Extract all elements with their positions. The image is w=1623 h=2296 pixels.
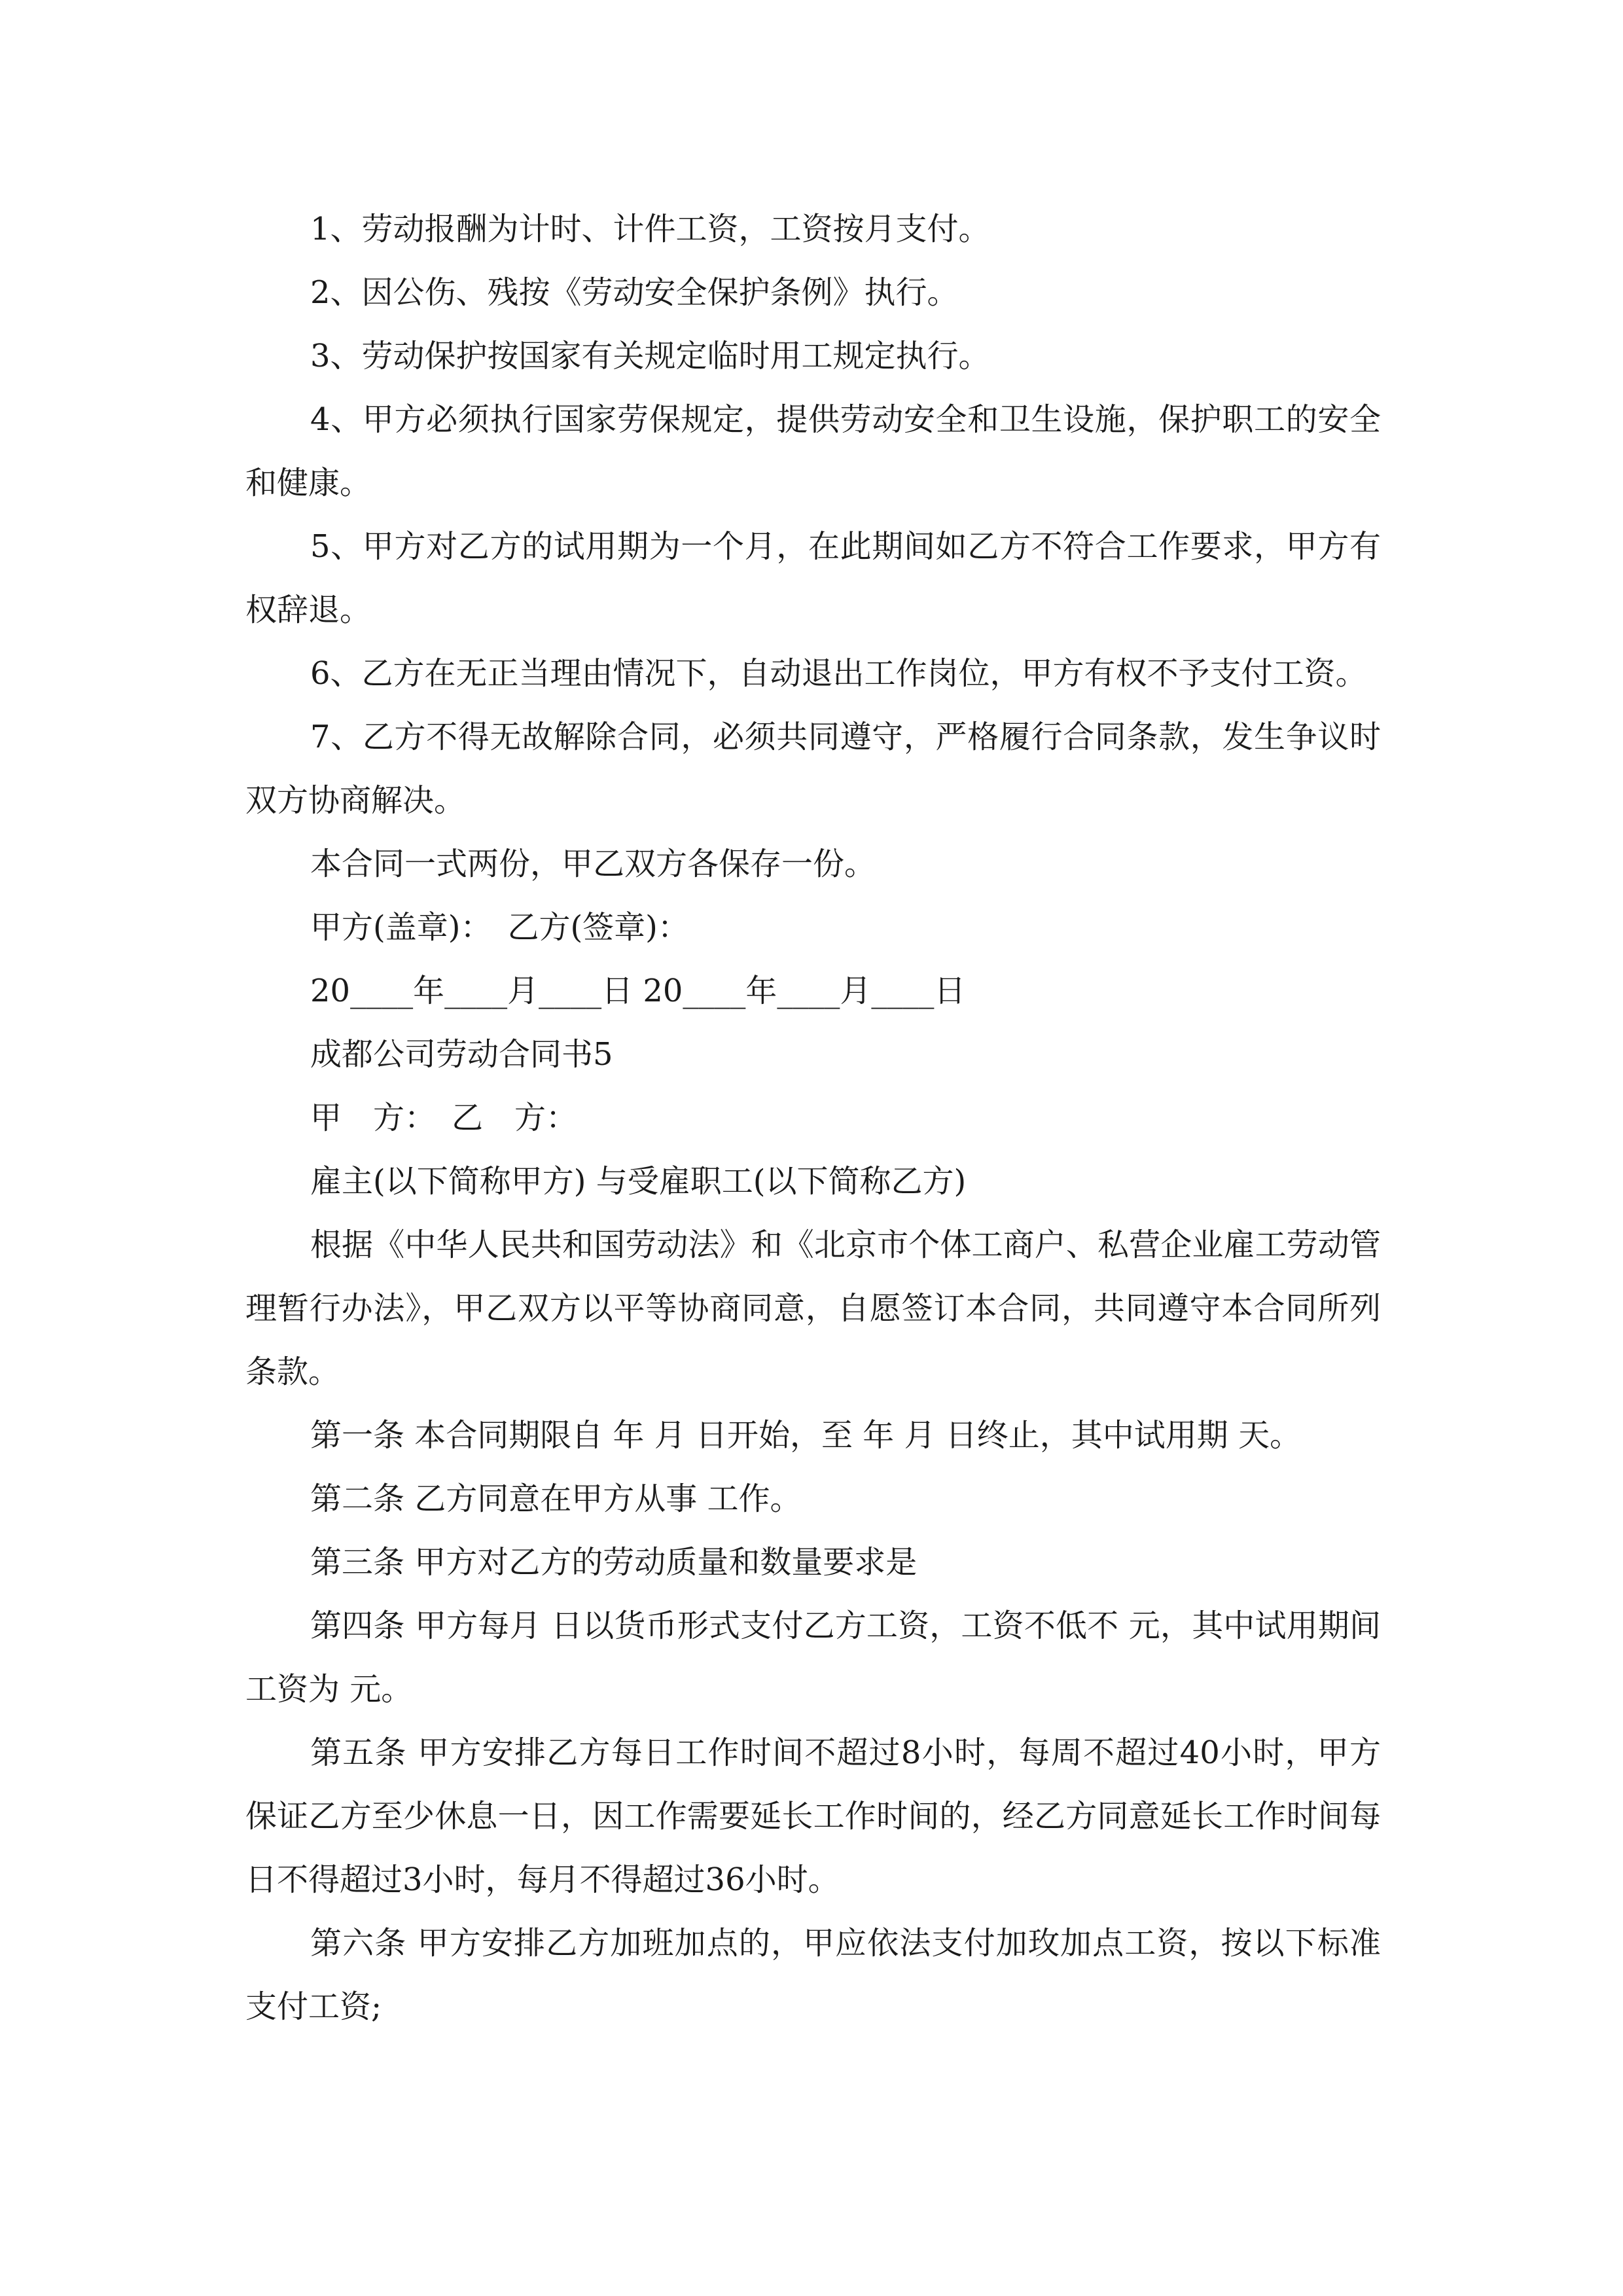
paragraph: 6、乙方在无正当理由情况下，自动退出工作岗位，甲方有权不予支付工资。 (310, 655, 1367, 692)
article: 第五条 甲方安排乙方每日工作时间不超过8小时，每周不超过40小时，甲方保证乙方至少休息一日，因工作需要延长工作时间的，经乙方同意延长工作时间每日不得超过3小时，每月不得超过36小时。 (245, 1734, 1381, 1898)
paragraph: 雇主(以下简称甲方) 与受雇职工(以下简称乙方) (310, 1163, 967, 1200)
paragraph: 根据《中华人民共和国劳动法》和《北京市个体工商户、私营企业雇工劳动管理暂行办法》，甲乙双方以平等协商同意，自愿签订本合同，共同遵守本合同所列条款。 (245, 1227, 1381, 1390)
article: 第三条 甲方对乙方的劳动质量和数量要求是 (310, 1544, 918, 1581)
paragraph: 5、甲方对乙方的试用期为一个月，在此期间如乙方不符合工作要求，甲方有权辞退。 (245, 528, 1381, 628)
date-line: 20____年____月____日 20____年____月____日 (310, 973, 966, 1009)
signature-line: 甲方(盖章)： 乙方(签章)： (310, 909, 689, 946)
paragraph: 2、因公伤、残按《劳动安全保护条例》执行。 (310, 274, 959, 311)
paragraph: 4、甲方必须执行国家劳保规定，提供劳动安全和卫生设施，保护职工的安全和健康。 (245, 401, 1381, 501)
contract-body (245, 198, 1381, 2039)
parties-line: 甲 方： 乙 方： (310, 1100, 578, 1136)
article: 第二条 乙方同意在甲方从事 工作。 (310, 1480, 802, 1517)
article: 第六条 甲方安排乙方加班加点的，甲应依法支付加玫加点工资，按以下标准支付工资; (245, 1925, 1381, 2025)
article: 第四条 甲方每月 日以货币形式支付乙方工资，工资不低不 元，其中试用期间工资为 元。 (245, 1607, 1381, 1708)
paragraph: 7、乙方不得无故解除合同，必须共同遵守，严格履行合同条款，发生争议时双方协商解决。 (245, 719, 1381, 819)
section-title: 成都公司劳动合同书5 (310, 1036, 613, 1073)
paragraph: 本合同一式两份，甲乙双方各保存一份。 (310, 846, 876, 882)
paragraph: 3、劳动保护按国家有关规定临时用工规定执行。 (310, 338, 990, 374)
article: 第一条 本合同期限自 年 月 日开始，至 年 月 日终止，其中试用期 天。 (310, 1417, 1302, 1454)
paragraph: 1、劳动报酬为计时、计件工资，工资按月支付。 (310, 211, 990, 247)
